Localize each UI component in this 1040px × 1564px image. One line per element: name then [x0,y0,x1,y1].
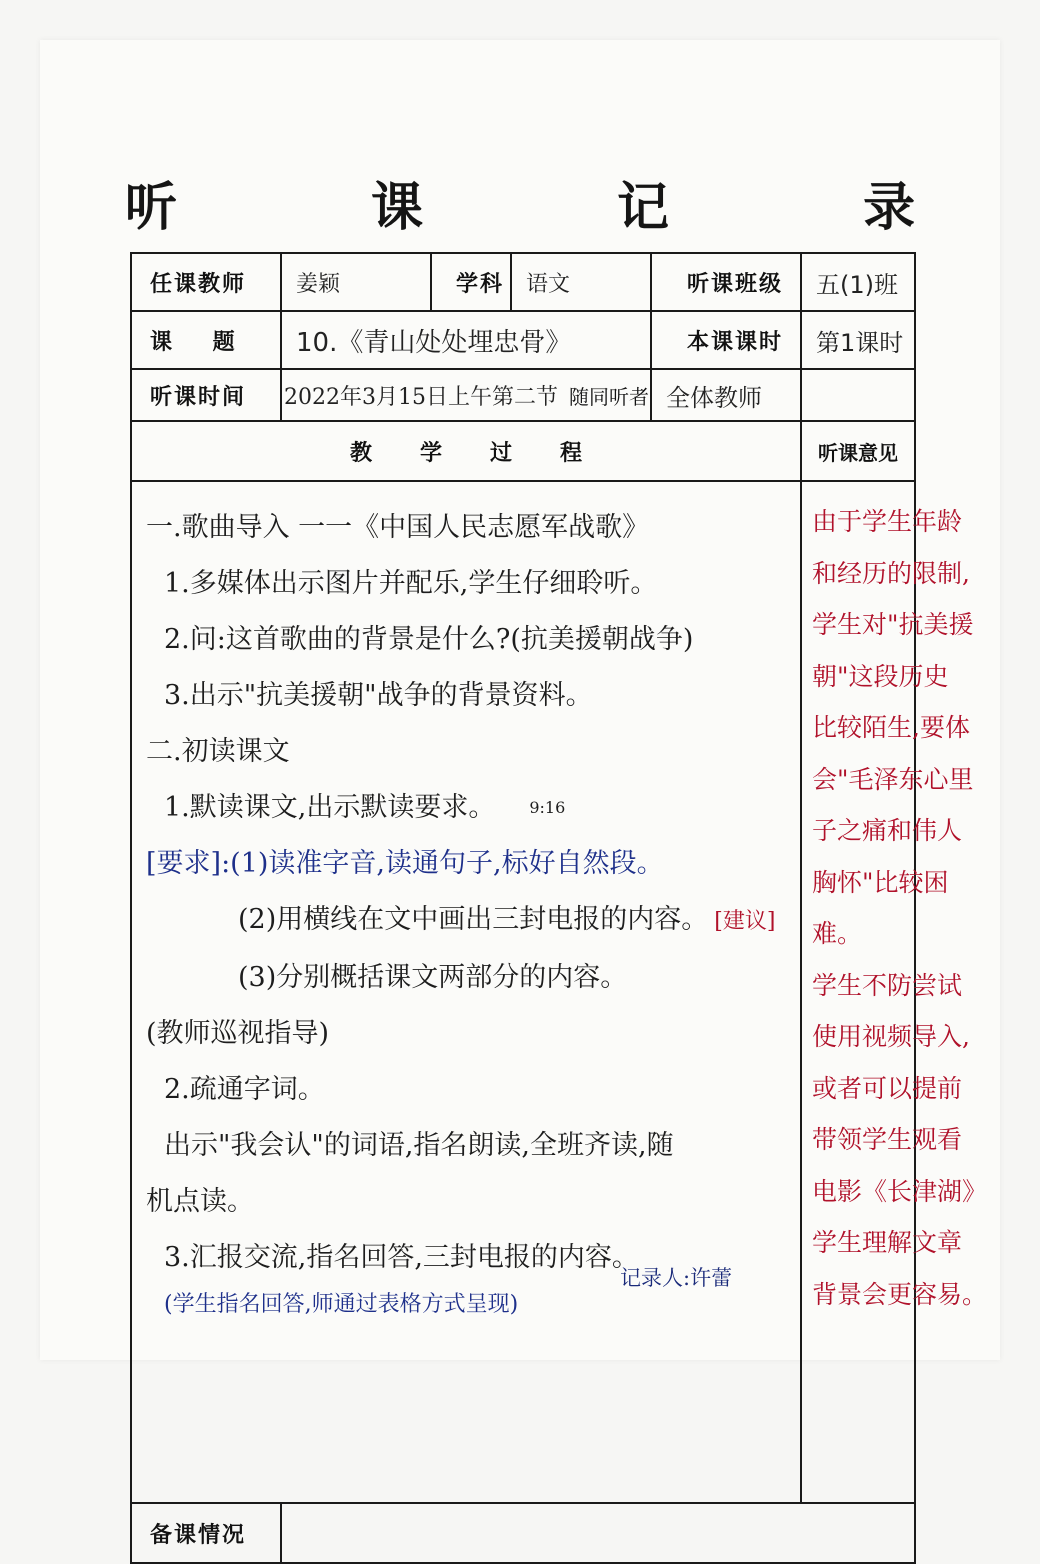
suggestion-tag: [建议] [714,909,776,934]
process-line: (3)分别概括课文两部分的内容。 [238,962,628,993]
process-line: (2)用横线在文中画出三封电报的内容。 [238,904,709,935]
process-line: [要求]:(1)读准字音,读通句子,标好自然段。 [146,848,664,879]
process-line: 1.默读课文,出示默读要求。 [164,792,496,823]
opinion-line: 难。 [812,919,863,948]
opinion-line: 或者可以提前 [812,1073,963,1103]
opinion-notes [802,482,988,1320]
teacher-value: 姜颖 [281,253,431,311]
time-value: 2022年3月15日上午第二节 [284,384,558,410]
process-line: 2.疏通字词。 [164,1074,325,1105]
observation-form [130,252,988,1564]
process-line: 1.多媒体出示图片并配乐,学生仔细聆听。 [164,568,658,599]
process-line: 一.歌曲导入 一一《中国人民志愿军战歌》 [146,512,650,543]
process-line: (学生指名回答,师通过表格方式呈现) [164,1292,519,1317]
page-title: 听 课 记 录 [124,177,1004,238]
process-line: 3.汇报交流,指名回答,三封电报的内容。 [164,1242,639,1273]
class-value: 五(1)班 [801,253,915,311]
opinion-line: 学生理解文章 [812,1228,963,1257]
subject-label: 学科 [431,253,511,311]
process-area [131,481,801,1503]
opinion-line: 朝"这段历史 [812,661,949,691]
class-label: 听课班级 [651,253,801,311]
process-line: 2.问:这首歌曲的背景是什么?(抗美援朝战争) [164,624,694,655]
recorder-signature: 记录人:许蕾 [620,1266,733,1290]
listeners-value: 全体教师 [651,369,801,421]
process-column-header: 教学过程 [131,421,801,481]
process-notes [132,482,800,1324]
beike-value [281,1503,915,1563]
process-line: 二.初读课文 [146,736,290,767]
beike-label: 备课情况 [131,1503,281,1563]
opinion-line: 由于学生年龄 [812,507,963,536]
opinion-line: 比较陌生,要体 [812,713,970,742]
process-line: 机点读。 [146,1186,254,1217]
opinion-line: 背景会更容易。 [812,1279,988,1309]
opinion-line: 使用视频导入, [812,1022,970,1051]
teacher-label: 任课教师 [131,253,281,311]
process-line: 出示"我会认"的词语,指名朗读,全班齐读,随 [164,1130,674,1161]
opinion-column-header: 听课意见 [801,421,915,481]
opinion-line: 电影《长津湖》 [812,1176,988,1206]
time-mark: 9:16 [529,798,566,817]
opinion-area [801,481,988,1503]
listeners-label: 随同听者 [568,384,649,409]
process-line: (教师巡视指导) [146,1018,330,1049]
opinion-line: 学生不防尝试 [812,970,963,1000]
time-label: 听课时间 [131,369,281,421]
opinion-line: 和经历的限制, [812,558,970,588]
topic-label: 课 题 [131,311,281,369]
opinion-line: 子之痛和伟人 [812,816,963,845]
empty-cell [801,369,915,421]
process-line: 3.出示"抗美援朝"战争的背景资料。 [164,680,593,711]
opinion-line: 带领学生观看 [812,1125,963,1154]
subject-value: 语文 [511,253,651,311]
opinion-line: 会"毛泽东心里 [812,764,974,794]
period-label: 本课课时 [651,311,801,369]
opinion-line: 胸怀"比较困 [812,867,949,897]
topic-value: 10.《青山处处埋忠骨》 [281,311,651,369]
period-value: 第1课时 [801,311,915,369]
opinion-line: 学生对"抗美援 [812,610,974,639]
